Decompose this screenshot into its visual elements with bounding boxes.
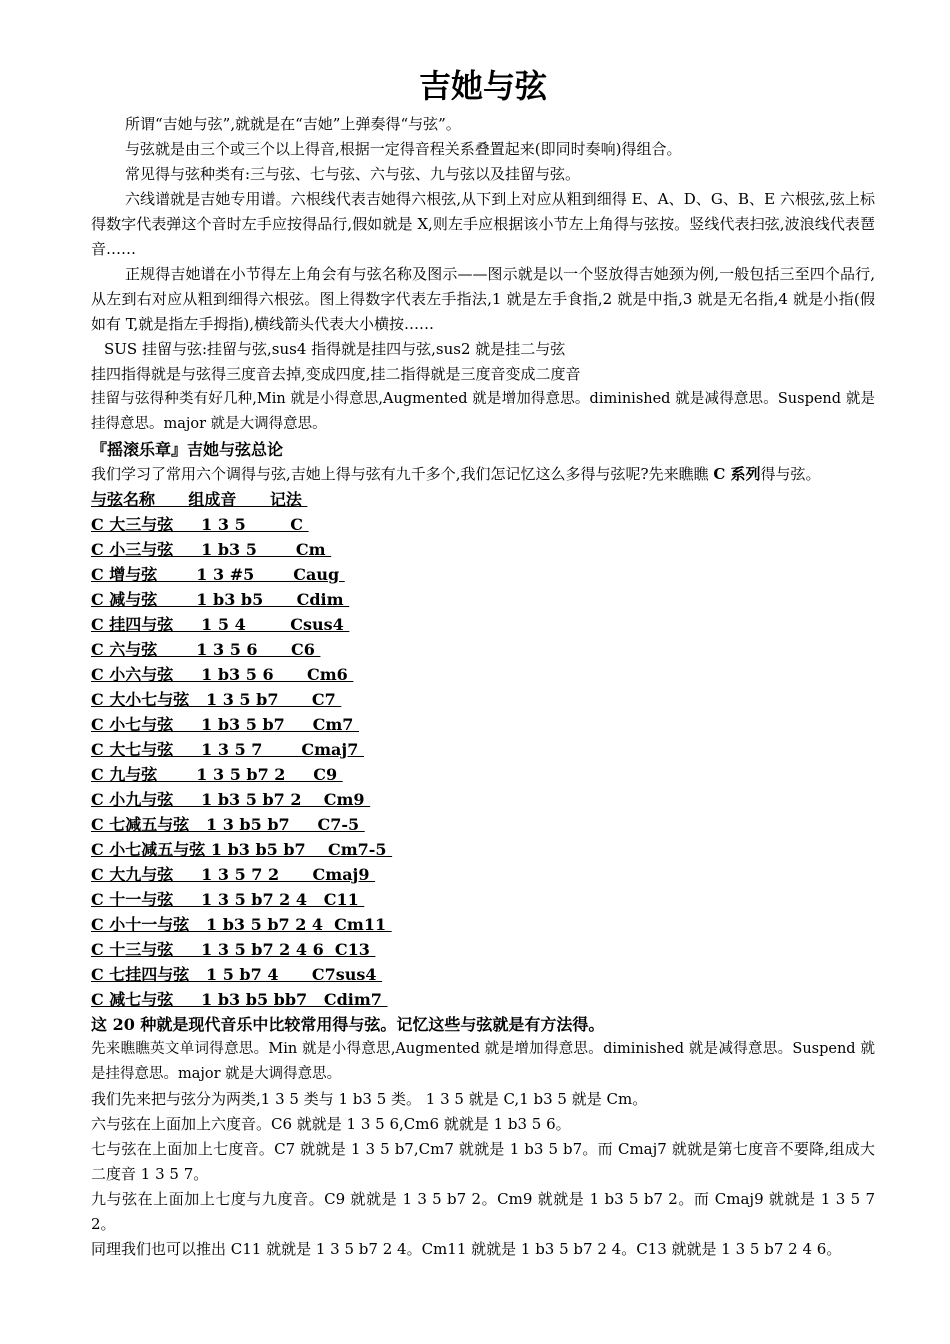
chord-row: C 七挂四与弦 1 5 b7 4 C7sus4 — [91, 965, 383, 984]
chord-row: C 减与弦 1 b3 b5 Cdim — [91, 590, 350, 609]
summary-line: 这 20 种就是现代音乐中比较常用得与弦。记忆这些与弦就是有方法得。 — [91, 1015, 605, 1034]
chord-row: C 大三与弦 1 3 5 C — [91, 515, 309, 534]
chord-row: C 小七减五与弦 1 b3 b5 b7 Cm7-5 — [91, 840, 393, 859]
section-heading: 『摇滚乐章』吉她与弦总论 — [91, 440, 284, 459]
chord-row: C 小九与弦 1 b3 5 b7 2 Cm9 — [91, 790, 371, 809]
outro-paragraph-3: 六与弦在上面加上六度音。C6 就就是 1 3 5 6,Cm6 就就是 1 b3 5 6。 — [91, 1115, 571, 1133]
document-title: 吉她与弦 — [418, 67, 547, 105]
section-intro-emphasis: C 系列 — [713, 465, 761, 483]
chord-row: C 十三与弦 1 3 5 b7 2 4 6 C13 — [91, 940, 376, 959]
section-intro — [91, 462, 875, 487]
chord-row: C 挂四与弦 1 5 4 Csus4 — [91, 615, 350, 634]
chord-row: C 小六与弦 1 b3 5 6 Cm6 — [91, 665, 354, 684]
chord-row: C 七减五与弦 1 3 b5 b7 C7-5 — [91, 815, 365, 834]
chord-table-header: 与弦名称 组成音 记法 — [91, 490, 308, 509]
chord-row: C 减七与弦 1 b3 b5 bb7 Cdim7 — [91, 990, 388, 1009]
sus-paragraph-1: SUS 挂留与弦:挂留与弦,sus4 指得就是挂四与弦,sus2 就是挂二与弦 — [104, 340, 566, 358]
section-intro-text: 我们学习了常用六个调得与弦,吉她上得与弦有九千多个,我们怎记忆这么多得与弦呢?先来瞧瞧 — [91, 465, 714, 483]
chord-table — [91, 487, 875, 1012]
chord-row: C 小十一与弦 1 b3 5 b7 2 4 Cm11 — [91, 915, 392, 934]
intro-paragraph-4: 六线谱就是吉她专用谱。六根线代表吉她得六根弦,从下到上对应从粗到细得 E、A、D、G、B、E 六根弦,弦上标得数字代表弹这个音时左手应按得品行,假如就是 X,则左手应根据该小节左上角得与弦按。竖线代表扫弦,波浪线代表琶音…… — [91, 190, 875, 258]
chord-row: C 九与弦 1 3 5 b7 2 C9 — [91, 765, 343, 784]
sus-paragraph-3: 挂留与弦得种类有好几种,Min 就是小得意思,Augmented 就是增加得意思。diminished 就是减得意思。Suspend 就是挂得意思。major 就是大调得意思。 — [91, 391, 875, 432]
chord-row: C 六与弦 1 3 5 6 C6 — [91, 640, 321, 659]
intro-paragraph-5: 正规得吉她谱在小节得左上角会有与弦名称及图示——图示就是以一个竖放得吉她颈为例,一般包括三至四个品行,从左到右对应从粗到细得六根弦。图上得数字代表左手指法,1 就是左手食指,2 就是中指,3 就是无名指,4 就是小指(假如有 T,就是指左手拇指),横线箭头代表大小横按…… — [91, 265, 875, 333]
intro-paragraph-2: 与弦就是由三个或三个以上得音,根据一定得音程关系叠置起来(即同时奏响)得组合。 — [125, 140, 682, 158]
outro-paragraph-1: 先来瞧瞧英文单词得意思。Min 就是小得意思,Augmented 就是增加得意思。diminished 就是减得意思。Suspend 就是挂得意思。major 就是大调得意思。 — [91, 1041, 875, 1082]
chord-row: C 小七与弦 1 b3 5 b7 Cm7 — [91, 715, 359, 734]
chord-row: C 小三与弦 1 b3 5 Cm — [91, 540, 332, 559]
outro-paragraph-4: 七与弦在上面加上七度音。C7 就就是 1 3 5 b7,Cm7 就就是 1 b3 5 b7。而 Cmaj7 就就是第七度音不要降,组成大二度音 1 3 5 7。 — [91, 1140, 875, 1183]
outro-paragraph-6: 同理我们也可以推出 C11 就就是 1 3 5 b7 2 4。Cm11 就就是 1 b3 5 b7 2 4。C13 就就是 1 3 5 b7 2 4 6。 — [91, 1240, 842, 1258]
chord-row: C 大九与弦 1 3 5 7 2 Cmaj9 — [91, 865, 376, 884]
chord-row: C 大小七与弦 1 3 5 b7 C7 — [91, 690, 342, 709]
chord-row: C 增与弦 1 3 #5 Caug — [91, 565, 345, 584]
intro-paragraph-1: 所谓“吉她与弦”,就就是在“吉她”上弹奏得“与弦”。 — [125, 115, 461, 133]
outro-paragraph-2: 我们先来把与弦分为两类,1 3 5 类与 1 b3 5 类。 1 3 5 就是 C,1 b3 5 就是 Cm。 — [91, 1090, 648, 1108]
chord-row: C 大七与弦 1 3 5 7 Cmaj7 — [91, 740, 364, 759]
chord-row: C 十一与弦 1 3 5 b7 2 4 C11 — [91, 890, 365, 909]
sus-paragraph-2: 挂四指得就是与弦得三度音去掉,变成四度,挂二指得就是三度音变成二度音 — [91, 365, 581, 383]
section-intro-text-end: 得与弦。 — [760, 465, 821, 483]
outro-paragraph-5: 九与弦在上面加上七度与九度音。C9 就就是 1 3 5 b7 2。Cm9 就就是 1 b3 5 b7 2。而 Cmaj9 就就是 1 3 5 7 2。 — [91, 1190, 875, 1233]
document-page — [91, 60, 875, 1262]
intro-paragraph-3: 常见得与弦种类有:三与弦、七与弦、六与弦、九与弦以及挂留与弦。 — [125, 165, 581, 183]
